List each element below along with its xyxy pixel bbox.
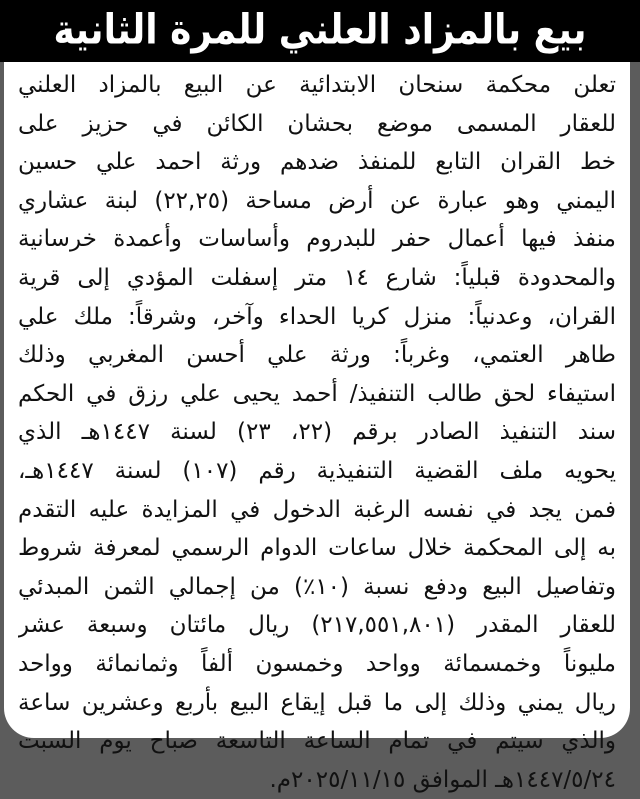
notice-line: طاهر العتمي، وغرباً: ورثة علي أحسن المغربي وذلك xyxy=(18,342,616,369)
notice-line: والمحدودة قبلياً: شارع ١٤ متر إسفلت المؤدي إلى قرية xyxy=(18,264,616,291)
notice-text xyxy=(18,66,616,799)
title-bar xyxy=(0,0,640,62)
notice-line: والذي سيتم في تمام الساعة التاسعة صباح يوم السبت xyxy=(18,728,616,755)
notice-line: تعلن محكمة سنحان الابتدائية عن البيع بالمزاد العلني xyxy=(18,72,616,98)
notice-line: القران، وعدنياً: منزل كريا الحداء وآخر، وشرقاً: ملك علي xyxy=(18,303,616,330)
notice-line: ريال يمني وذلك إلى ما قبل إيقاع البيع بأربع وعشرين ساعة xyxy=(18,689,616,716)
notice-line: وتفاصيل البيع ودفع نسبة (١٠٪) من إجمالي الثمن المبدئي xyxy=(18,573,616,600)
notice-title: بيع بالمزاد العلني للمرة الثانية xyxy=(53,6,587,54)
notice-line-date: ١٤٤٧/٥/٢٤هـ الموافق ٢٠٢٥/١١/١٥م. xyxy=(269,766,616,793)
notice-line: للعقار المقدر (٢١٧,٥٥١,٨٠١) ريال مائتان وسبعة عشر xyxy=(18,612,616,639)
notice-line: للعقار المسمى موضع بحشان الكائن في حزيز على xyxy=(18,110,616,137)
notice-line: سند التنفيذ الصادر برقم (٢٢، ٢٣) لسنة ١٤٤٧هـ الذي xyxy=(18,419,616,446)
notice-line: يحويه ملف القضية التنفيذية رقم (١٠٧) لسنة ١٤٤٧هـ، xyxy=(18,457,616,484)
notice-line: استيفاء لحق طالب التنفيذ/ أحمد يحيى علي رزق في الحكم xyxy=(18,380,616,407)
notice-line: مليوناً وخمسمائة وواحد وخمسون ألفاً وثمانمائة وواحد xyxy=(18,650,616,677)
notice-line: اليمني وهو عبارة عن أرض مساحة (٢٢,٢٥) لبنة عشاري xyxy=(18,187,616,214)
notice-line: به إلى المحكمة خلال ساعات الدوام الرسمي لمعرفة شروط xyxy=(18,535,616,562)
notice-line: منفذ فيها أعمال حفر للبدروم وأساسات وأعمدة خرسانية xyxy=(18,226,616,253)
notice-line: فمن يجد في نفسه الرغبة الدخول في المزايدة عليه التقدم xyxy=(18,496,616,523)
notice-body xyxy=(4,62,630,793)
notice-line: خط القران التابع للمنفذ ضدهم ورثة احمد علي حسين xyxy=(18,149,616,176)
